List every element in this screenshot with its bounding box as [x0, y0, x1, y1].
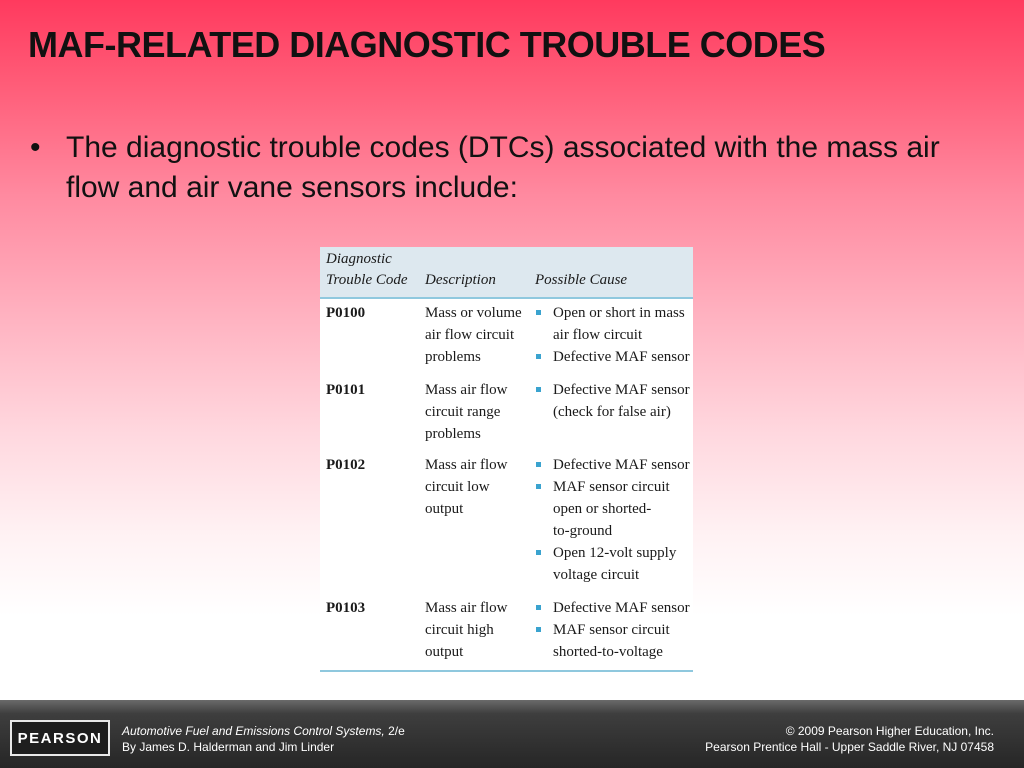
description-line: circuit low [425, 479, 490, 495]
description-line: Mass air flow [425, 600, 508, 616]
header-description: Description [425, 272, 496, 288]
description-line: problems [425, 426, 481, 442]
bullet-marker: • [30, 131, 41, 164]
cause-item [532, 454, 692, 476]
description-line: Mass or volume [425, 305, 522, 321]
cause-line: air flow circuit [553, 327, 643, 343]
bullet-text: The diagnostic trouble codes (DTCs) associated with the mass air flow and air vane sensors include: [66, 131, 940, 204]
square-bullet-icon [536, 387, 541, 392]
description-line: circuit high [425, 622, 494, 638]
description-line: problems [425, 349, 481, 365]
square-bullet-icon [536, 310, 541, 315]
cause-line: voltage circuit [553, 567, 640, 583]
description-line: output [425, 644, 464, 660]
description-line: Mass air flow [425, 382, 508, 398]
footer-bar [0, 700, 1024, 768]
cause-line: Defective MAF sensor [553, 349, 690, 365]
cause-line: MAF sensor circuit [553, 622, 670, 638]
dtc-possible-causes [532, 454, 692, 586]
square-bullet-icon [536, 354, 541, 359]
dtc-possible-causes [532, 597, 692, 663]
cause-item [532, 619, 692, 663]
dtc-description [425, 302, 523, 368]
cause-item [532, 542, 692, 586]
square-bullet-icon [536, 550, 541, 555]
description-line: output [425, 501, 464, 517]
dtc-code: P0103 [326, 600, 366, 616]
cause-line: Defective MAF sensor [553, 600, 690, 616]
dtc-description [425, 454, 523, 520]
pearson-logo: PEARSON [10, 720, 110, 756]
square-bullet-icon [536, 484, 541, 489]
dtc-code: P0102 [326, 457, 366, 473]
header-code-line: Diagnostic [326, 251, 392, 267]
copyright-text: © 2009 Pearson Higher Education, Inc. [785, 724, 994, 738]
publisher-text: Pearson Prentice Hall - Upper Saddle River, NJ 07458 [705, 740, 994, 754]
table-header [320, 247, 693, 299]
description-line: circuit range [425, 404, 501, 420]
cause-line: to-ground [553, 523, 613, 539]
footer-book-line [122, 723, 405, 739]
description-line: Mass air flow [425, 457, 508, 473]
table-bottom-rule [320, 670, 693, 672]
cause-line: Defective MAF sensor [553, 457, 690, 473]
header-trouble-code [326, 249, 408, 291]
header-code-line: Trouble Code [326, 272, 408, 288]
slide-title: MAF-RELATED DIAGNOSTIC TROUBLE CODES [28, 24, 826, 65]
description-line: air flow circuit [425, 327, 515, 343]
dtc-table [320, 247, 693, 672]
bullet-item [30, 128, 960, 208]
cause-line: Open 12-volt supply [553, 545, 677, 561]
cause-line: Open or short in mass [553, 305, 685, 321]
dtc-description [425, 379, 523, 445]
cause-item [532, 346, 692, 368]
header-possible-cause: Possible Cause [535, 272, 628, 288]
book-authors: By James D. Halderman and Jim Linder [122, 740, 335, 754]
square-bullet-icon [536, 627, 541, 632]
dtc-possible-causes [532, 302, 692, 368]
cause-item [532, 379, 692, 423]
cause-line: open or shorted- [553, 501, 652, 517]
square-bullet-icon [536, 462, 541, 467]
dtc-code: P0100 [326, 305, 366, 321]
dtc-possible-causes [532, 379, 692, 423]
cause-line: (check for false air) [553, 404, 671, 420]
dtc-code: P0101 [326, 382, 366, 398]
cause-item [532, 302, 692, 346]
cause-item [532, 597, 692, 619]
cause-item [532, 476, 692, 542]
cause-line: shorted-to-voltage [553, 644, 663, 660]
cause-line: MAF sensor circuit [553, 479, 670, 495]
book-edition: 2/e [384, 724, 405, 738]
book-title: Automotive Fuel and Emissions Control Systems, [122, 724, 385, 738]
footer-copyright-info [705, 723, 994, 755]
cause-line: Defective MAF sensor [553, 382, 690, 398]
square-bullet-icon [536, 605, 541, 610]
footer-book-info [122, 723, 405, 755]
dtc-description [425, 597, 523, 663]
